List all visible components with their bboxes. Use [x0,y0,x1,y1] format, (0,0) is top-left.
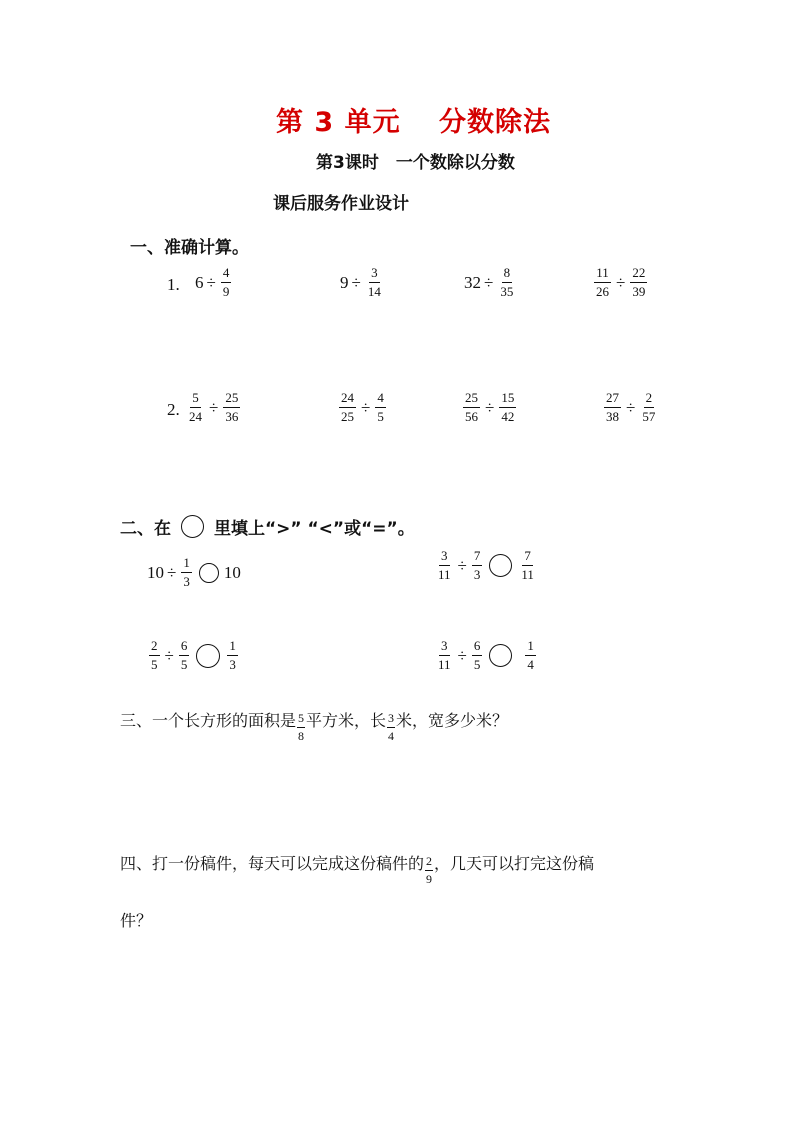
numerator: 8 [502,265,513,283]
denominator: 4 [388,729,395,743]
answer-circle[interactable] [196,644,220,668]
fraction [221,265,232,300]
divide-sign: ÷ [164,645,174,665]
question-text: 三、一个长方形的面积是 [120,711,297,730]
calc-1-2 [340,265,385,300]
fraction [640,390,657,425]
numerator: 25 [223,390,240,408]
answer-circle[interactable] [199,563,219,583]
numerator: 27 [604,390,621,408]
question-text: 平方米，长 [306,711,387,730]
divide-sign: ÷ [626,397,636,417]
fraction [604,390,621,425]
denominator: 5 [151,657,158,672]
denominator: 11 [438,657,451,672]
numerator: 6 [179,638,190,656]
denominator: 14 [367,284,381,299]
numerator: 5 [297,711,305,728]
fraction [463,390,480,425]
calc-2-2 [337,390,388,425]
denominator: 24 [189,409,202,424]
numerator: 22 [630,265,647,283]
section4-question [120,851,594,887]
section4-question-cont: 件？ [120,911,153,930]
divide-sign: ÷ [457,645,467,665]
denominator: 56 [465,409,478,424]
numerator: 11 [594,265,611,283]
operand: 10 [147,562,164,582]
fraction [149,638,160,673]
numerator: 25 [463,390,480,408]
fraction [339,390,356,425]
divide-sign: ÷ [616,272,626,292]
numerator: 7 [522,548,533,566]
operand: 6 [195,272,204,292]
numerator: 1 [227,638,238,656]
divide-sign: ÷ [206,272,216,292]
answer-circle[interactable] [489,644,512,667]
section1-heading: 一、准确计算。 [130,238,249,258]
fraction [223,390,240,425]
fraction [499,390,516,425]
denominator: 9 [222,284,230,299]
divide-sign: ÷ [361,397,371,417]
numerator: 1 [525,638,536,656]
denominator: 36 [225,409,239,424]
denominator: 35 [500,284,514,299]
fraction [179,638,190,673]
numerator: 7 [472,548,483,566]
fraction [472,638,483,673]
fraction [525,638,536,673]
numerator: 1 [181,555,192,573]
divide-sign: ÷ [484,272,494,292]
calc-1-4 [592,265,649,300]
denominator: 38 [606,409,619,424]
numerator: 2 [425,854,433,871]
fraction [519,548,536,583]
compare-4 [434,638,538,673]
numerator: 4 [221,265,232,283]
operand: 32 [464,272,481,292]
divide-sign: ÷ [457,555,467,575]
divide-sign: ÷ [209,397,219,417]
numerator: 2 [644,390,655,408]
numerator: 2 [149,638,160,656]
operand: 10 [223,562,241,582]
denominator: 57 [642,409,656,424]
fraction [425,854,433,887]
denominator: 5 [377,409,384,424]
fraction [375,390,386,425]
fraction [227,638,238,673]
numerator: 3 [439,548,450,566]
fraction [594,265,611,300]
calc-1-3 [464,265,517,300]
calc-2-3 [461,390,518,425]
row2-label: 2. [167,400,180,419]
unit-title: 第 3 单元 分数除法 [276,107,551,138]
numerator: 6 [472,638,483,656]
question-text: 四、打一份稿件，每天可以完成这份稿件的 [120,854,425,873]
answer-circle[interactable] [489,554,512,577]
numerator: 15 [499,390,516,408]
fraction [181,555,192,590]
fraction [366,265,383,300]
section3-question [120,708,508,744]
compare-3 [147,638,240,673]
denominator: 25 [341,409,354,424]
compare-2 [434,548,538,583]
fraction [436,548,453,583]
numerator: 3 [387,711,395,728]
numerator: 4 [375,390,386,408]
numerator: 3 [369,265,380,283]
denominator: 5 [180,657,188,672]
divide-sign: ÷ [485,397,495,417]
denominator: 39 [632,284,646,299]
heading-text: 二、在 [120,519,171,539]
fraction [630,265,647,300]
heading-text: 里填上“>” “<”或“=”。 [214,519,415,539]
compare-1 [147,555,241,590]
denominator: 11 [521,567,534,582]
fraction [187,390,204,425]
lesson-title: 第3课时 一个数除以分数 [316,153,515,173]
fraction [472,548,483,583]
subtitle: 课后服务作业设计 [273,194,409,214]
numerator: 3 [439,638,450,656]
divide-sign: ÷ [351,272,361,292]
denominator: 5 [473,657,481,672]
denominator: 3 [229,657,236,672]
denominator: 8 [298,729,305,743]
question-text: 米，宽多少米？ [396,711,509,730]
calc-2-1 [185,390,242,425]
denominator: 11 [438,567,451,582]
denominator: 26 [596,284,609,299]
calc-1-1 [195,265,233,300]
denominator: 9 [426,872,433,886]
question-text: ，几天可以打完这份稿 [434,854,595,873]
numerator: 24 [339,390,356,408]
fraction [498,265,515,300]
operand: 9 [340,272,349,292]
calc-2-4 [602,390,659,425]
denominator: 3 [183,574,190,589]
denominator: 42 [501,409,515,424]
divide-sign: ÷ [167,562,177,582]
fraction [436,638,453,673]
row1-label: 1. [167,275,180,294]
circle-icon [181,515,204,538]
denominator: 4 [527,657,534,672]
section2-heading [120,514,415,539]
fraction [387,711,395,744]
denominator: 3 [473,567,481,582]
fraction [297,711,305,744]
numerator: 5 [190,390,201,408]
